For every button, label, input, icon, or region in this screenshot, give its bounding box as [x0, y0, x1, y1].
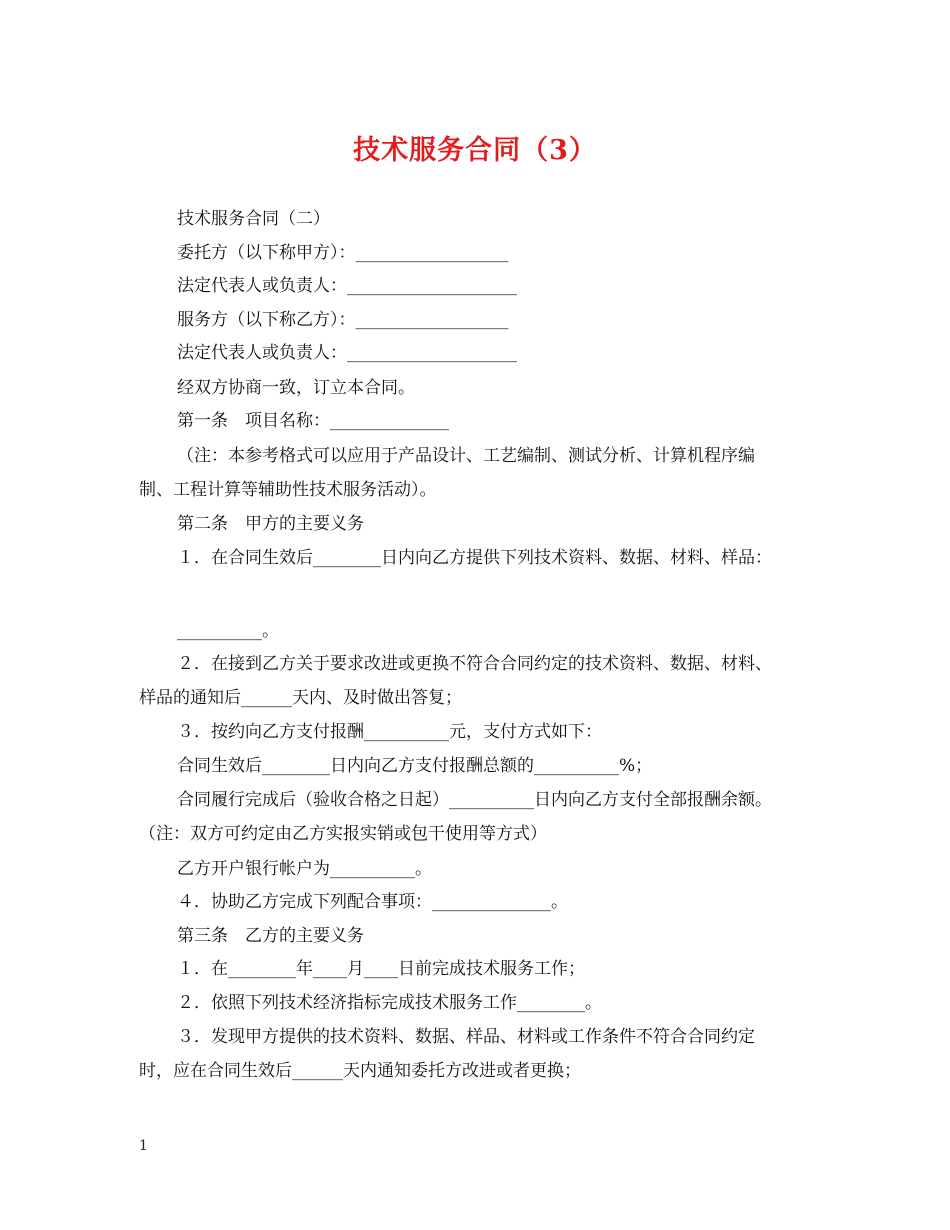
- text-line: 第二条 甲方的主要义务: [177, 514, 364, 534]
- text-line: （注：本参考格式可以应用于产品设计、工艺编制、测试分析、计算机程序编: [177, 446, 755, 466]
- text-line: 时，应在合同生效后______天内通知委托方改进或者更换；: [139, 1061, 581, 1081]
- text-line: ２．在接到乙方关于要求改进或更换不符合合同约定的技术资料、数据、材料、: [177, 654, 772, 674]
- text-line: 第一条 项目名称：______________: [177, 411, 449, 431]
- text-line: 样品的通知后______天内、及时做出答复；: [139, 688, 462, 708]
- text-line: 经双方协商一致，订立本合同。: [177, 378, 415, 398]
- text-line: １．在合同生效后________日内向乙方提供下列技术资料、数据、材料、样品：: [177, 548, 772, 568]
- text-line: ４．协助乙方完成下列配合事项：______________。: [177, 892, 568, 912]
- text-line: ２．依照下列技术经济指标完成技术服务工作________。: [177, 993, 602, 1013]
- text-line: １．在________年____月____日前完成技术服务工作；: [177, 959, 585, 979]
- text-line: 法定代表人或负责人：____________________: [177, 343, 517, 363]
- text-line: 服务方（以下称乙方）：__________________: [177, 310, 509, 330]
- text-line: 法定代表人或负责人：____________________: [177, 276, 517, 296]
- text-line: 委托方（以下称甲方）：__________________: [177, 243, 509, 263]
- text-line: （注：双方可约定由乙方实报实销或包干使用等方式）: [139, 824, 547, 844]
- text-line: 合同生效后________日内向乙方支付报酬总额的__________%；: [177, 756, 653, 776]
- text-line: ３．按约向乙方支付报酬__________元，支付方式如下：: [177, 722, 602, 742]
- text-line: 技术服务合同（二）: [177, 209, 330, 229]
- text-line: ３．发现甲方提供的技术资料、数据、样品、材料或工作条件不符合合同约定: [177, 1027, 755, 1047]
- page-number: 1: [139, 1138, 148, 1154]
- text-line: 第三条 乙方的主要义务: [177, 926, 364, 946]
- text-line: 乙方开户银行帐户为__________。: [177, 859, 432, 879]
- text-line: 合同履行完成后（验收合格之日起）__________日内向乙方支付全部报酬余额。: [177, 790, 772, 810]
- text-line: 制、工程计算等辅助性技术服务活动）。: [139, 480, 437, 500]
- text-line: __________。: [177, 621, 279, 641]
- document-title: 技术服务合同（3）: [353, 135, 597, 166]
